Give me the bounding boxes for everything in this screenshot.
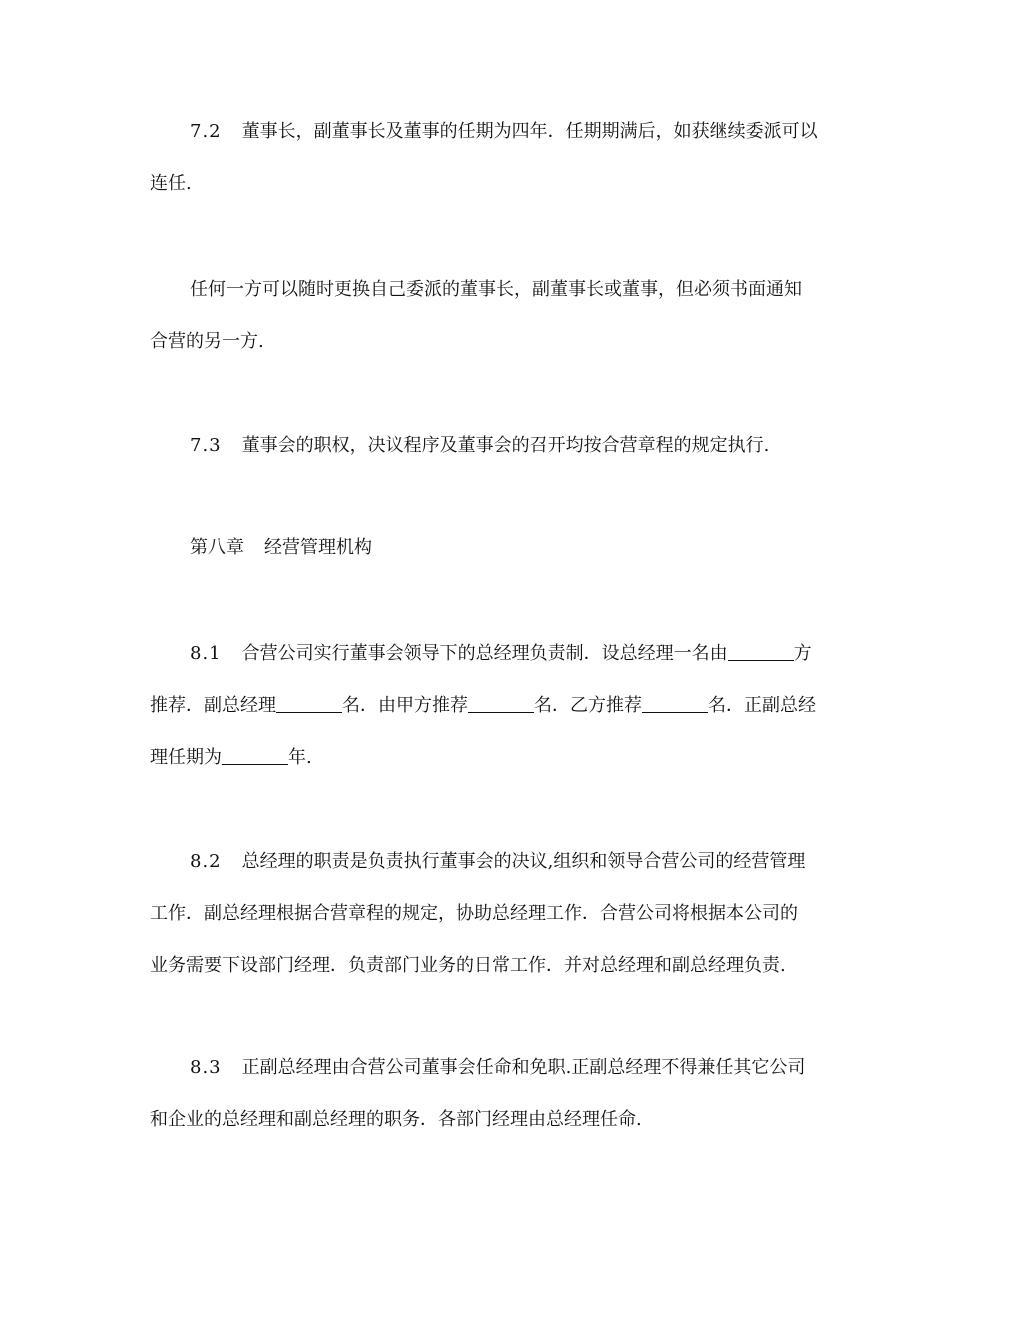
paragraph-replace-directors xyxy=(150,264,890,368)
clause-text-continued: 业务需要下设部门经理．负责部门业务的日常工作．并对总经理和副总经理负责. xyxy=(150,955,786,976)
clause-text: 董事会的职权，决议程序及董事会的召开均按合营章程的规定执行. xyxy=(241,435,770,456)
clause-7-2 xyxy=(150,106,890,210)
clause-text: 推荐．副总经理 xyxy=(150,695,276,716)
clause-text: 理任期为 xyxy=(150,747,222,768)
clause-8-2 xyxy=(150,836,890,992)
fill-blank xyxy=(222,746,288,765)
clause-number: 8.2 xyxy=(190,851,222,872)
clause-text-continued: 工作．副总经理根据合营章程的规定，协助总经理工作．合营公司将根据本公司的 xyxy=(150,903,798,924)
clause-text: 名．正副总经 xyxy=(708,695,816,716)
paragraph-text: 任何一方可以随时更换自己委派的董事长，副董事长或董事，但必须书面通知 xyxy=(190,279,802,300)
clause-text-continued: 和企业的总经理和副总经理的职务．各部门经理由总经理任命. xyxy=(150,1109,642,1130)
chapter-heading xyxy=(150,522,372,574)
chapter-label: 第八章 xyxy=(190,537,244,558)
clause-number: 8.1 xyxy=(190,643,222,664)
clause-text: 年. xyxy=(288,747,312,768)
clause-text: 名．由甲方推荐 xyxy=(342,695,468,716)
clause-text: 董事长，副董事长及董事的任期为四年．任期期满后，如获继续委派可以 xyxy=(241,121,818,142)
clause-number: 8.3 xyxy=(190,1057,222,1078)
fill-blank xyxy=(276,694,342,713)
clause-text: 正副总经理由合营公司董事会任命和免职.正副总经理不得兼任其它公司 xyxy=(241,1057,806,1078)
chapter-title: 经营管理机构 xyxy=(264,537,372,558)
fill-blank xyxy=(468,694,534,713)
clause-7-3 xyxy=(150,420,890,472)
fill-blank xyxy=(642,694,708,713)
clause-text-continued: 连任. xyxy=(150,173,192,194)
clause-number: 7.2 xyxy=(190,121,222,142)
clause-8-1 xyxy=(150,628,890,784)
fill-blank xyxy=(728,642,794,661)
clause-text: 合营公司实行董事会领导下的总经理负责制．设总经理一名由 xyxy=(241,643,728,664)
clause-8-3 xyxy=(150,1042,890,1146)
paragraph-text-continued: 合营的另一方. xyxy=(150,331,264,352)
clause-text: 名．乙方推荐 xyxy=(534,695,642,716)
clause-text: 总经理的职责是负责执行董事会的决议,组织和领导合营公司的经营管理 xyxy=(241,851,806,872)
clause-number: 7.3 xyxy=(190,435,222,456)
clause-text: 方 xyxy=(793,643,812,664)
